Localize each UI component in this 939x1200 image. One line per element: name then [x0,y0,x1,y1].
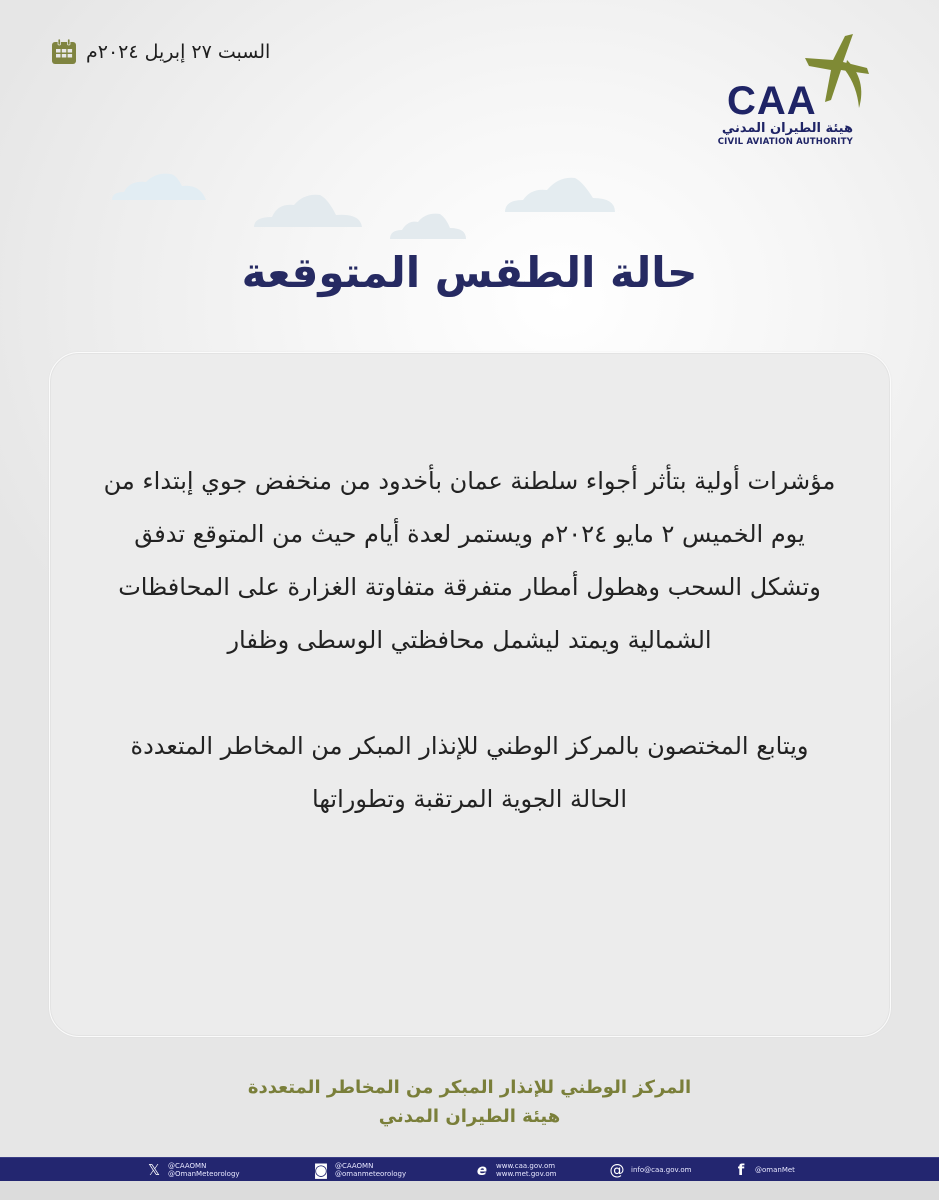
social-handle: @CAAOMN [168,1162,207,1170]
cloud-icon [110,170,232,202]
page-title: حالة الطقس المتوقعة [241,248,698,297]
social-handle: @omanmeteorology [335,1170,407,1178]
bulletin-paragraph-2 [20,720,919,826]
social-handle: @omanMet [755,1166,795,1174]
social-handle: @OmanMeteorology [168,1170,240,1178]
cloud-icon [388,208,468,241]
x-icon: 𝕏 [147,1161,161,1179]
logo-mark: CAA [727,79,817,123]
social-email[interactable] [609,1158,691,1182]
bulletin-paragraph-1 [20,455,919,667]
email-link[interactable]: info@caa.gov.om [631,1166,692,1174]
logo-name-ar: هيئة الطيران المدني [721,121,853,136]
social-bar [0,1157,939,1182]
social-handle: @CAAOMN [335,1162,374,1170]
date-display [50,38,270,66]
social-facebook[interactable] [733,1158,795,1182]
web-icon: e [476,1161,488,1179]
org-line-1: المركز الوطني للإنذار المبكر من المخاطر المتعددة [247,1077,692,1098]
website-link[interactable]: www.met.gov.om [496,1170,557,1178]
text-line: الحالة الجوية المرتقبة وتطوراتها [312,785,627,813]
org-line-2: هيئة الطيران المدني [378,1106,561,1127]
calendar-icon [50,38,78,66]
cloud-icon [252,185,367,230]
text-line: وتشكل السحب وهطول أمطار متفرقة متفاوتة الغزارة على المحافظات [118,573,821,601]
social-web[interactable] [474,1158,557,1182]
social-x[interactable] [146,1158,240,1182]
text-line: يوم الخميس ٢ مايو ٢٠٢٤م ويستمر لعدة أيام حيث من المتوقع تدفق [134,520,805,548]
cloud-icon [503,170,618,215]
email-icon: @ [609,1161,625,1179]
organization-signature [0,1073,939,1131]
social-instagram[interactable] [313,1158,406,1182]
date-text: السبت ٢٧ إبريل ٢٠٢٤م [86,41,271,63]
text-line: الشمالية ويمتد ليشمل محافظتي الوسطى وظفار [227,626,712,654]
text-line: ويتابع المختصون بالمركز الوطني للإنذار المبكر من المخاطر المتعددة [130,732,809,760]
website-link[interactable]: www.caa.gov.om [496,1162,556,1170]
facebook-icon: f [737,1161,745,1179]
logo-name-en: CIVIL AVIATION AUTHORITY [717,137,853,147]
bottom-strip [0,1181,939,1200]
instagram-icon: ◙ [313,1161,329,1179]
text-line: مؤشرات أولية بتأثر أجواء سلطنة عمان بأخدود من منخفض جوي إبتداء من [103,467,836,495]
